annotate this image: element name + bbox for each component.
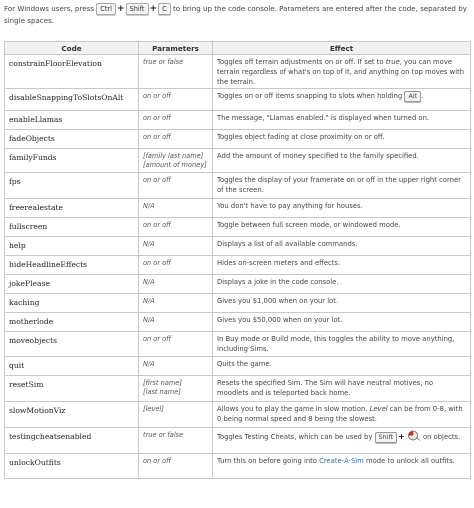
- intro-prefix: For Windows users, press: [4, 4, 94, 13]
- key-shift: Shift: [375, 432, 398, 443]
- effect-cell: Hides on-screen meters and effects.: [213, 256, 471, 275]
- effect-cell: Toggles Testing Cheats, which can be used by Shift + on objects.: [213, 428, 471, 454]
- params-cell: on or off: [139, 173, 213, 199]
- code-cell: slowMotionViz: [5, 402, 139, 428]
- effect-cell: Allows you to play the game in slow motion. Level can be from 0-8, with 0 being normal speed and 8 being the slowest.: [213, 402, 471, 428]
- effect-cell: Gives you $50,000 when on your lot.: [213, 313, 471, 332]
- code-cell: disableSnappingToSlotsOnAlt: [5, 89, 139, 111]
- params-cell: N/A: [139, 313, 213, 332]
- params-cell: true or false: [139, 428, 213, 454]
- table-row: [5, 275, 471, 294]
- params-cell: on or off: [139, 454, 213, 479]
- params-cell: N/A: [139, 357, 213, 376]
- intro-suffix: to bring up the code console. Parameters are entered after the code, separated: [172, 4, 456, 13]
- table-row: [5, 111, 471, 130]
- effect-cell: Add the amount of money specified to the family specified.: [213, 149, 471, 173]
- params-cell: on or off: [139, 332, 213, 357]
- table-row: [5, 199, 471, 218]
- code-cell: enableLlamas: [5, 111, 139, 130]
- params-cell: [first name] [last name]: [139, 376, 213, 402]
- cheat-codes-table: [4, 41, 471, 479]
- code-cell: resetSim: [5, 376, 139, 402]
- code-cell: fadeObjects: [5, 130, 139, 149]
- code-cell: constrainFloorElevation: [5, 55, 139, 89]
- create-a-sim-link[interactable]: Create-A-Sim: [319, 457, 364, 465]
- table-row: [5, 55, 471, 89]
- header-parameters: Parameters: [139, 42, 213, 55]
- code-cell: jokePlease: [5, 275, 139, 294]
- params-cell: [level]: [139, 402, 213, 428]
- code-cell: freerealestate: [5, 199, 139, 218]
- params-cell: N/A: [139, 237, 213, 256]
- code-cell: hideHeadlineEffects: [5, 256, 139, 275]
- effect-cell: Displays a list of all available commands.: [213, 237, 471, 256]
- table-row: [5, 428, 471, 454]
- plus-sign: +: [149, 4, 158, 14]
- table-row: [5, 454, 471, 479]
- key-shift: Shift: [126, 3, 149, 15]
- params-cell: on or off: [139, 111, 213, 130]
- effect-cell: Gives you $1,000 when on your lot.: [213, 294, 471, 313]
- effect-cell: Toggle between full screen mode, or windowed mode.: [213, 218, 471, 237]
- params-cell: on or off: [139, 130, 213, 149]
- code-cell: fullscreen: [5, 218, 139, 237]
- params-cell: on or off: [139, 256, 213, 275]
- plus-sign: +: [398, 432, 405, 441]
- params-cell: N/A: [139, 294, 213, 313]
- table-row: [5, 376, 471, 402]
- code-cell: help: [5, 237, 139, 256]
- code-cell: motherlode: [5, 313, 139, 332]
- params-cell: [family last name] [amount of money]: [139, 149, 213, 173]
- table-row: [5, 256, 471, 275]
- table-row: [5, 402, 471, 428]
- table-row: [5, 149, 471, 173]
- table-row: [5, 357, 471, 376]
- table-row: [5, 237, 471, 256]
- mouse-click-icon: [407, 430, 421, 444]
- code-cell: fps: [5, 173, 139, 199]
- code-cell: unlockOutfits: [5, 454, 139, 479]
- table-row: [5, 332, 471, 357]
- effect-cell: Toggles off terrain adjustments on or off. If set to true, you can move terrain regardless of what's on top of it, and anything on top moves with the terrain.: [213, 55, 471, 89]
- params-cell: true or false: [139, 55, 213, 89]
- effect-cell: You don't have to pay anything for houses.: [213, 199, 471, 218]
- key-ctrl: Ctrl: [96, 3, 116, 15]
- code-cell: testingcheatsenabled: [5, 428, 139, 454]
- header-code: Code: [5, 42, 139, 55]
- code-cell: familyFunds: [5, 149, 139, 173]
- table-row: [5, 130, 471, 149]
- key-alt: Alt: [404, 91, 421, 102]
- params-cell: N/A: [139, 199, 213, 218]
- header-effect: Effect: [213, 42, 471, 55]
- effect-cell: Resets the specified Sim. The Sim will have neutral motives, no moodlets and is teleported back home.: [213, 376, 471, 402]
- intro-text: [4, 3, 470, 37]
- code-cell: kaching: [5, 294, 139, 313]
- table-row: [5, 294, 471, 313]
- params-cell: on or off: [139, 89, 213, 111]
- effect-cell: The message, "Llamas enabled." is displayed when turned on.: [213, 111, 471, 130]
- params-cell: N/A: [139, 275, 213, 294]
- effect-cell: Quits the game.: [213, 357, 471, 376]
- plus-sign: +: [116, 4, 125, 14]
- effect-cell: Toggles the display of your framerate on or off in the upper right corner of the screen.: [213, 173, 471, 199]
- effect-cell: In Buy mode or Build mode, this toggles the ability to move anything, including Sims.: [213, 332, 471, 357]
- params-cell: on or off: [139, 218, 213, 237]
- table-row: [5, 218, 471, 237]
- table-row: [5, 89, 471, 111]
- effect-cell: Toggles object fading at close proximity on or off.: [213, 130, 471, 149]
- intro-suffix-2: by single spaces.: [4, 4, 467, 25]
- table-row: [5, 313, 471, 332]
- code-cell: moveobjects: [5, 332, 139, 357]
- effect-cell: Turn this on before going into Create-A-Sim mode to unlock all outfits.: [213, 454, 471, 479]
- effect-cell: Displays a joke in the code console.: [213, 275, 471, 294]
- table-header-row: [5, 42, 471, 55]
- code-cell: quit: [5, 357, 139, 376]
- effect-cell: Toggles on or off items snapping to slots when holding Alt .: [213, 89, 471, 111]
- table-row: [5, 173, 471, 199]
- key-c: C: [158, 3, 171, 15]
